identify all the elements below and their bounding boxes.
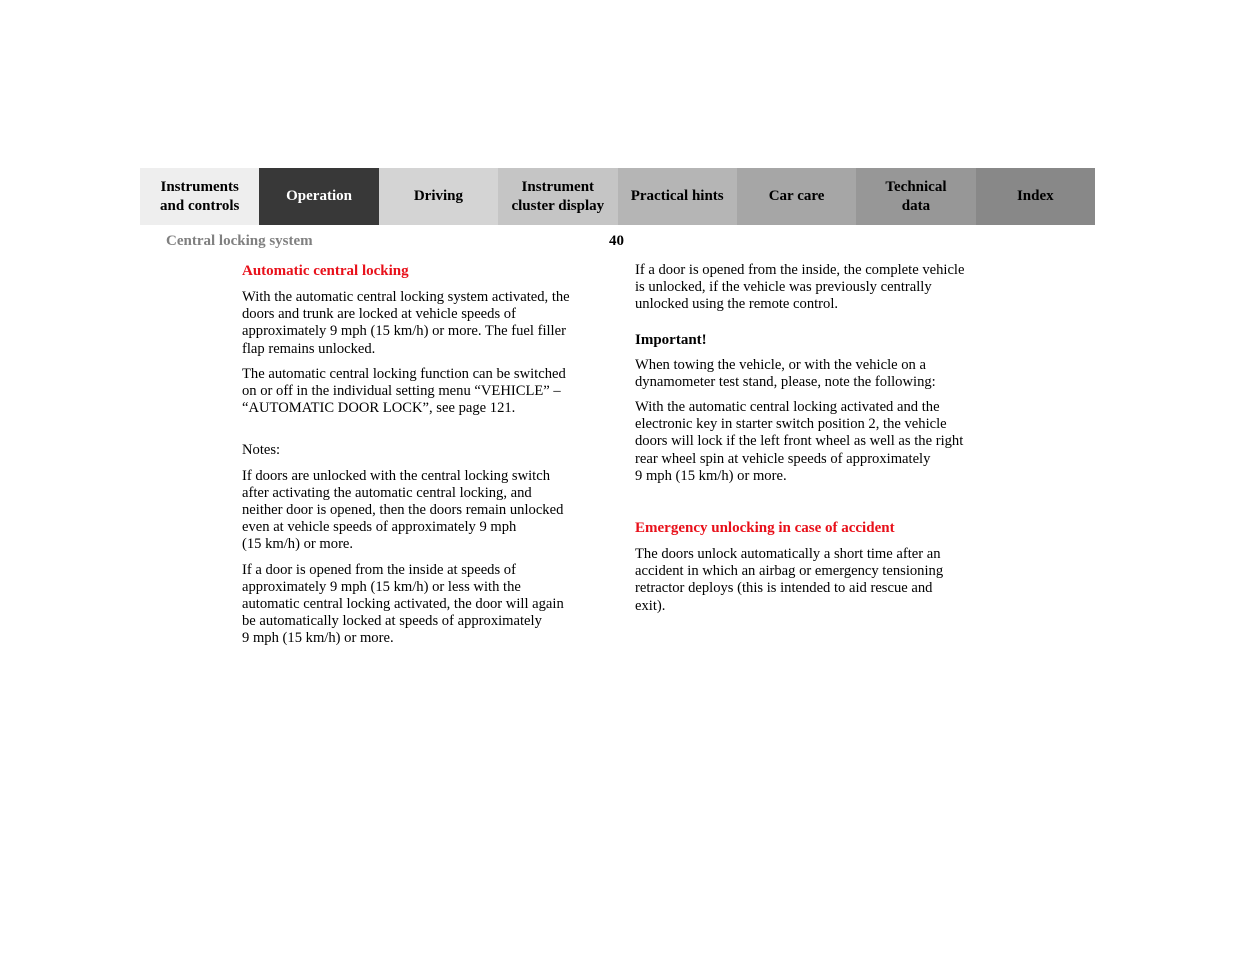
- tab-instruments-and-controls[interactable]: Instruments and controls: [140, 168, 259, 225]
- left-column: [242, 262, 602, 656]
- paragraph-key-position: With the automatic central locking activated and the electronic key in starter switch position 2, the vehicle doors will lock if the left front wheel as well as the right rear wheel spin at vehicle speeds of approximately 9 mph (15 km/h) or more.: [635, 399, 964, 484]
- paragraph-towing: When towing the vehicle, or with the vehicle on a dynamometer test stand, please, note the following:: [635, 356, 936, 390]
- spacer: [242, 425, 602, 442]
- paragraph-emergency-unlock: The doors unlock automatically a short time after an accident in which an airbag or emergency tensioning retractor deploys (this is intended to aid rescue and exit).: [635, 546, 944, 614]
- tab-practical-hints[interactable]: Practical hints: [618, 168, 737, 225]
- paragraph-setting-menu: The automatic central locking function can be switched on or off in the individual setting menu “VEHICLE” – “AUTOMATIC DOOR LOCK”, see page 121.: [242, 365, 566, 417]
- tab-driving[interactable]: Driving: [379, 168, 498, 225]
- chapter-navigation: [140, 168, 1095, 225]
- page-number: 40: [609, 233, 624, 249]
- heading-automatic-central-locking: Automatic central locking: [242, 263, 409, 279]
- notes-label: Notes:: [242, 442, 281, 459]
- right-column: [635, 262, 995, 623]
- paragraph-note-unlock-switch: If doors are unlocked with the central locking switch after activating the automatic central locking, and neither door is opened, then the doors remain unlocked even at vehicle speeds of approximately 9 mph (15 km/h) or more.: [242, 467, 564, 553]
- tab-car-care[interactable]: Car care: [737, 168, 856, 225]
- tab-operation[interactable]: Operation: [259, 168, 378, 225]
- section-title: Central locking system: [166, 233, 313, 249]
- tab-instrument-cluster-display[interactable]: Instrument cluster display: [498, 168, 617, 225]
- paragraph-auto-lock-description: With the automatic central locking system activated, the doors and trunk are locked at vehicle speeds of approximately 9 mph (15 km/h) or more. The fuel filler flap remains unlocked.: [242, 289, 570, 357]
- paragraph-note-door-opened: If a door is opened from the inside at speeds of approximately 9 mph (15 km/h) or less with the automatic central locking activated, the door will again be automatically locked at speeds of approximately 9 mph (15 km/h) or more.: [242, 561, 564, 647]
- heading-emergency-unlocking: Emergency unlocking in case of accident: [635, 520, 895, 537]
- heading-important: Important!: [635, 331, 707, 348]
- spacer: [635, 493, 995, 519]
- paragraph-door-opened-inside: If a door is opened from the inside, the complete vehicle is unlocked, if the vehicle was previously centrally unlocked using the remote control.: [635, 262, 965, 313]
- tab-technical-data[interactable]: Technical data: [856, 168, 975, 225]
- tab-index[interactable]: Index: [976, 168, 1095, 225]
